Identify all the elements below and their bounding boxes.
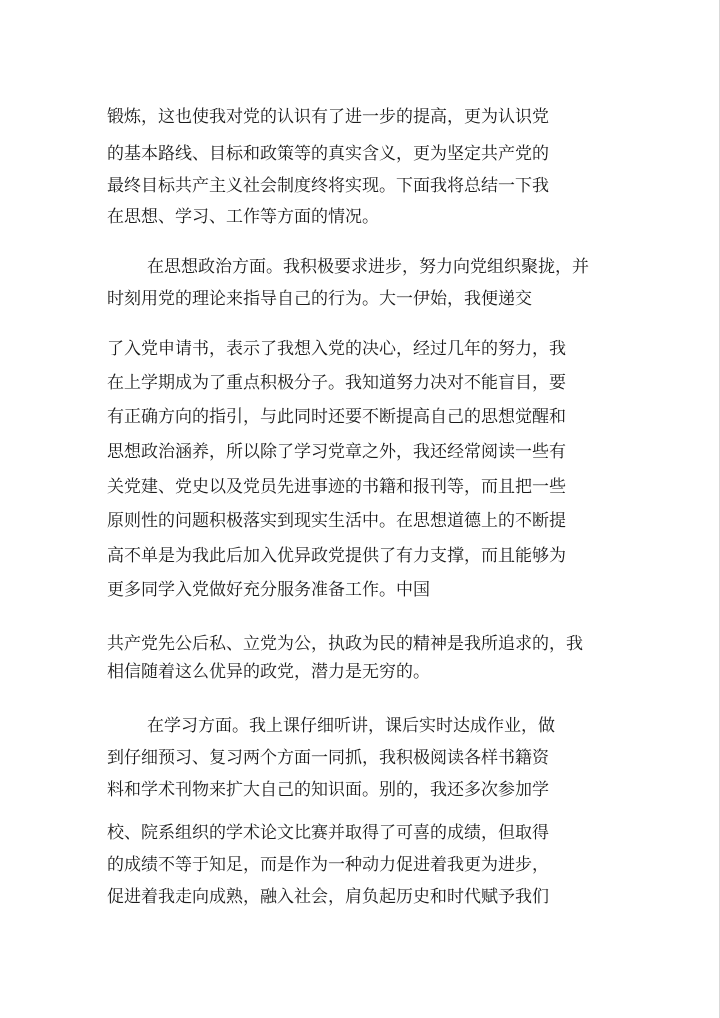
text-line-1: 锻炼，这也使我对党的认识有了进一步的提高，更为认识党	[107, 107, 549, 127]
text-line-11: 关党建、党史以及党员先进事迹的书籍和报刊等，而且把一些	[107, 477, 566, 497]
text-line-22: 促进着我走向成熟，融入社会，肩负起历史和时代赋予我们	[107, 887, 549, 907]
text-line-12: 原则性的问题积极落实到现实生活中。在思想道德上的不断提	[107, 511, 566, 531]
text-line-2: 的基本路线、目标和政策等的真实含义，更为坚定共产党的	[107, 144, 549, 164]
text-line-13: 高不单是为我此后加入优异政党提供了有力支撑，而且能够为	[107, 546, 566, 566]
text-line-10: 思想政治涵养，所以除了学习党章之外，我还经常阅读一些有	[107, 442, 566, 462]
text-line-20: 校、院系组织的学术论文比赛并取得了可喜的成绩，但取得	[107, 823, 549, 843]
text-line-17: 在学习方面。我上课仔细听讲，课后实时达成作业，做	[147, 716, 555, 736]
text-line-9: 有正确方向的指引，与此同时还要不断提高自己的思想觉醒和	[107, 407, 566, 427]
text-line-3: 最终目标共产主义社会制度终将实现。下面我将总结一下我	[107, 176, 549, 196]
text-line-4: 在思想、学习、工作等方面的情况。	[107, 207, 379, 227]
text-line-15: 共产党先公后私、立党为公，执政为民的精神是我所追求的，我	[107, 634, 583, 654]
text-line-8: 在上学期成为了重点积极分子。我知道努力决对不能盲目，要	[107, 373, 566, 393]
text-line-14: 更多同学入党做好充分服务准备工作。中国	[107, 580, 430, 600]
text-line-19: 料和学术刊物来扩大自己的知识面。别的，我还多次参加学	[107, 780, 549, 800]
text-line-16: 相信随着这么优异的政党，潜力是无穷的。	[107, 662, 430, 682]
text-line-5: 在思想政治方面。我积极要求进步，努力向党组织聚拢，并	[147, 257, 589, 277]
text-line-21: 的成绩不等于知足，而是作为一种动力促进着我更为进步，	[107, 855, 549, 875]
text-line-7: 了入党申请书，表示了我想入党的决心，经过几年的努力，我	[107, 339, 566, 359]
text-line-6: 时刻用党的理论来指导自己的行为。大一伊始，我便递交	[107, 289, 532, 309]
text-line-18: 到仔细预习、复习两个方面一同抓，我积极阅读各样书籍资	[107, 748, 549, 768]
